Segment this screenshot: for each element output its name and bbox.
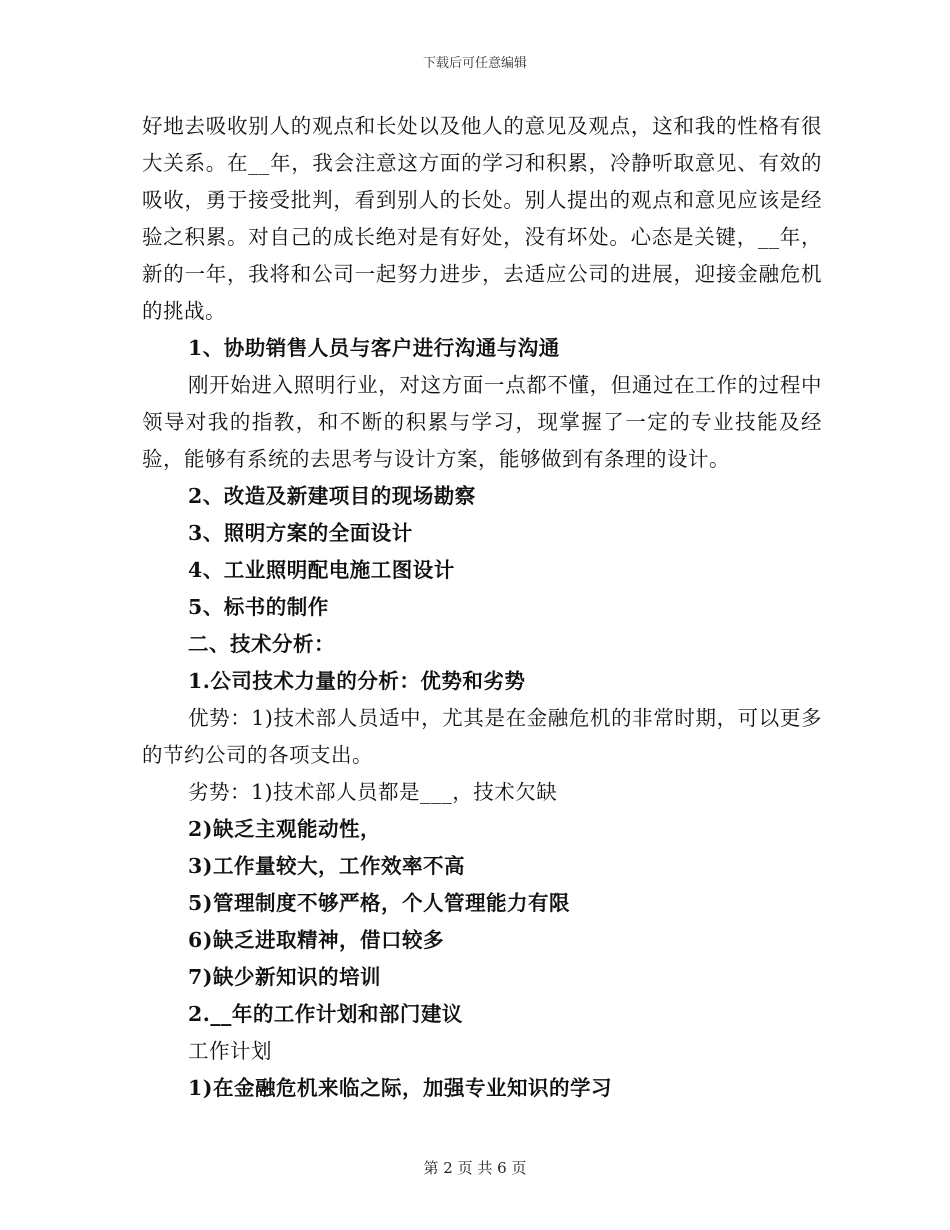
advantage-paragraph: 优势：1)技术部人员适中，尤其是在金融危机的非常时期，可以更多的节约公司的各项支出。: [142, 706, 822, 767]
disadvantage-paragraph: 劣势：1)技术部人员都是___，技术欠缺: [188, 780, 558, 804]
section-2-title: 二、技术分析：: [188, 632, 335, 656]
page-number-footer: 第 2 页 共 6 页: [423, 1159, 527, 1177]
weakness-3: 3)工作量较大，工作效率不高: [188, 854, 465, 878]
item-1-description: 刚开始进入照明行业，对这方面一点都不懂，但通过在工作的过程中领导对我的指教，和不断的积累与学习，现掌握了一定的专业技能及经验，能够有系统的去思考与设计方案，能够做到有条理的设计。: [142, 373, 822, 471]
item-3-heading: 3、照明方案的全面设计: [188, 521, 413, 545]
intro-paragraph: 好地去吸收别人的观点和长处以及他人的意见及观点，这和我的性格有很大关系。在__年，我会注意这方面的学习和积累，冷静听取意见、有效的吸收，勇于接受批判，看到别人的长处。别人提出的观点和意见应该是经验之积累。对自己的成长绝对是有好处，没有坏处。心态是关键，__年，新的一年，我将和公司一起努力进步，去适应公司的进展，迎接金融危机的挑战。: [142, 114, 822, 323]
weakness-2: 2)缺乏主观能动性，: [188, 817, 381, 841]
item-5-heading: 5、标书的制作: [188, 595, 329, 619]
subsection-2-title: 2.__年的工作计划和部门建议: [188, 1002, 463, 1026]
document-body: [142, 108, 822, 1107]
weakness-6: 6)缺乏进取精神，借口较多: [188, 928, 444, 952]
plan-item-1: 1)在金融危机来临之际，加强专业知识的学习: [188, 1076, 612, 1100]
weakness-5: 5)管理制度不够严格，个人管理能力有限: [188, 891, 570, 915]
item-2-heading: 2、改造及新建项目的现场勘察: [188, 484, 476, 508]
subsection-1-title: 1.公司技术力量的分析：优势和劣势: [188, 669, 526, 693]
item-1-heading: 1、协助销售人员与客户进行沟通与沟通: [188, 336, 560, 360]
page-header-note: 下载后可任意编辑: [422, 56, 527, 71]
item-4-heading: 4、工业照明配电施工图设计: [188, 558, 455, 582]
weakness-7: 7)缺少新知识的培训: [188, 965, 381, 989]
work-plan-label: 工作计划: [188, 1039, 272, 1063]
